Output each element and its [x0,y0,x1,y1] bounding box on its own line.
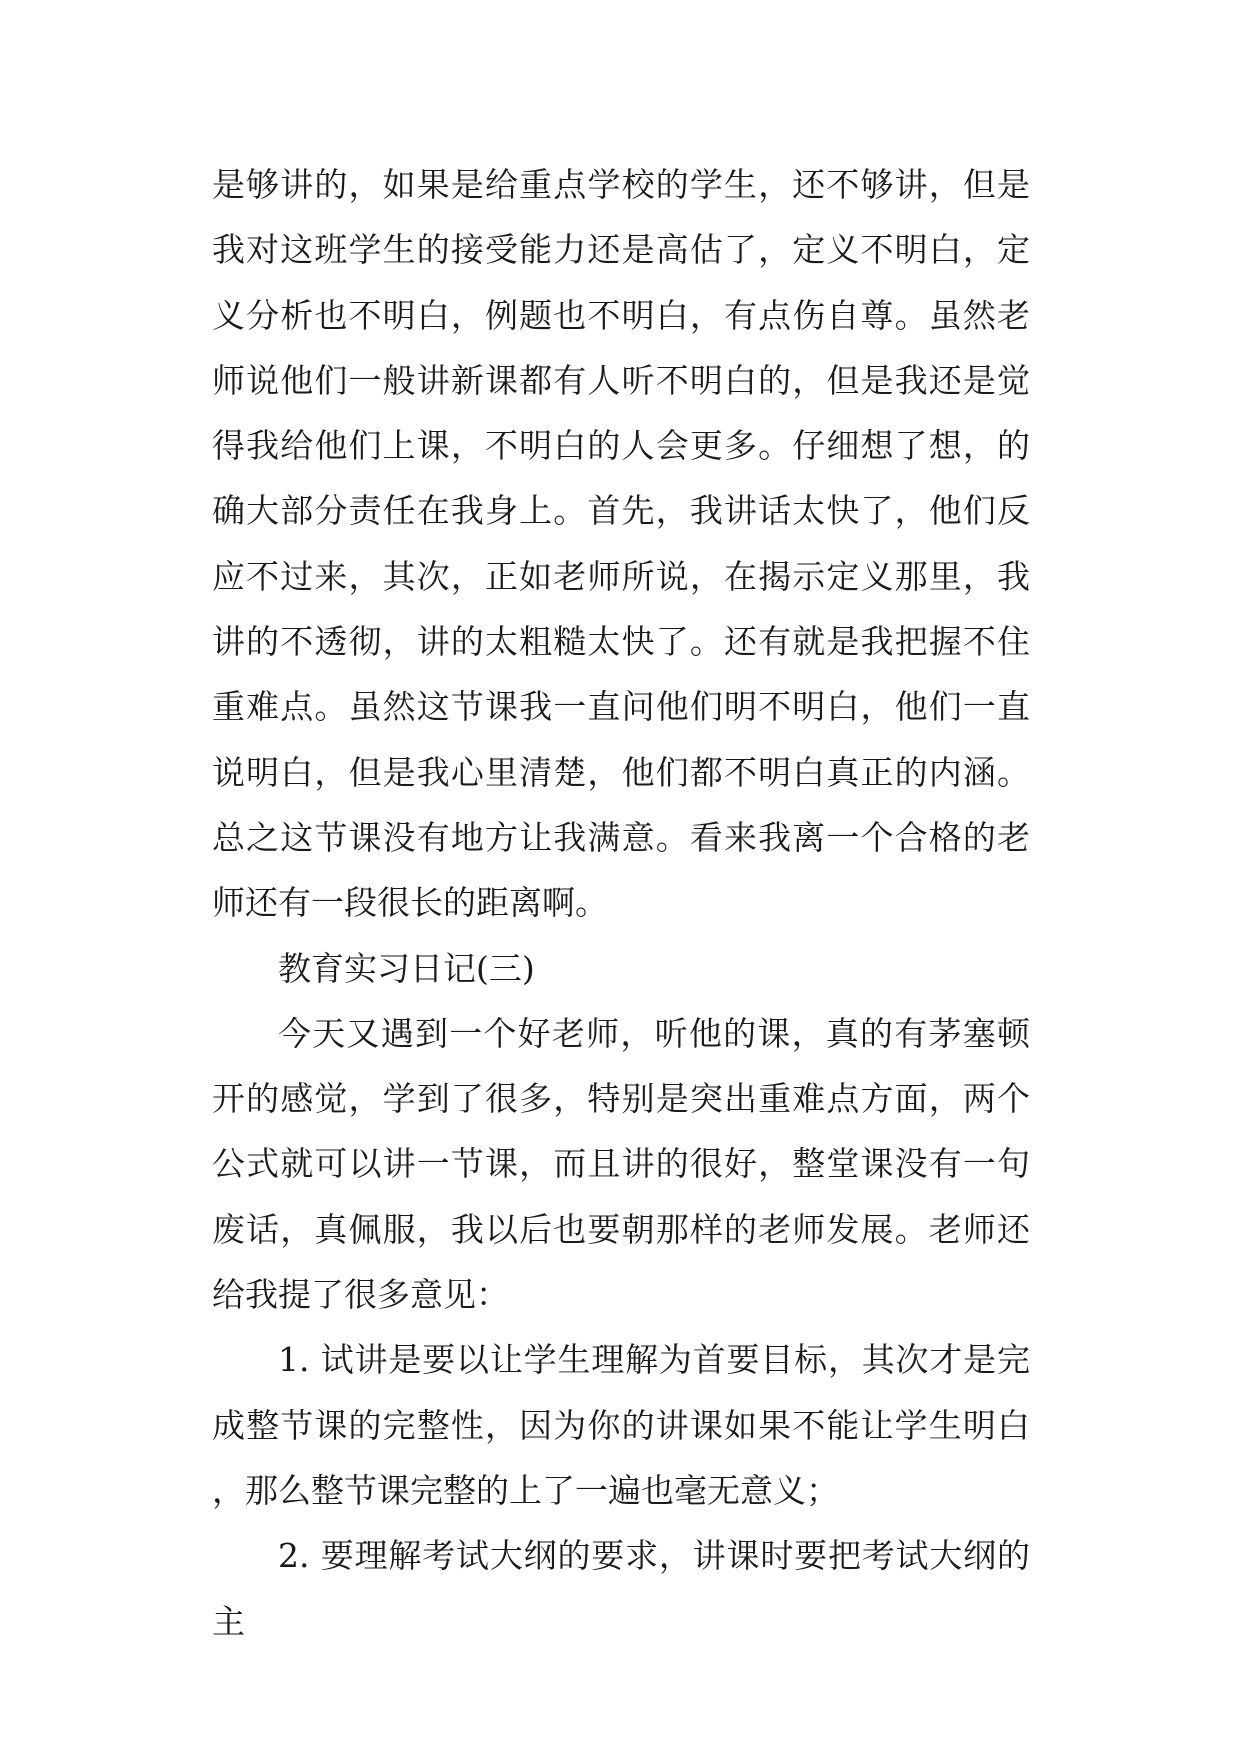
paragraph-diary-entry: 今天又遇到一个好老师，听他的课，真的有茅塞顿开的感觉，学到了很多，特别是突出重难点方面，两个公式就可以讲一节课，而且讲的很好，整堂课没有一句废话，真佩服，我以后也要朝那样的老师发展。老师还给我提了很多意见： [212,1013,1030,1315]
list-item-advice-2: 2. 要理解考试大纲的要求，讲课时要把考试大纲的主 [212,1536,1030,1641]
paragraph-continuation: 是够讲的，如果是给重点学校的学生，还不够讲，但是我对这班学生的接受能力还是高估了，定义不明白，定义分析也不明白，例题也不明白，有点伤自尊。虽然老师说他们一般讲新课都有人听不明白的，但是我还是觉得我给他们上课，不明白的人会更多。仔细想了想，的确大部分责任在我身上。首先，我讲话太快了，他们反应不过来，其次，正如老师所说，在揭示定义那里，我讲的不透彻，讲的太粗糙太快了。还有就是我把握不住重难点。虽然这节课我一直问他们明不明白，他们一直说明白，但是我心里清楚，他们都不明白真正的内涵。总之这节课没有地方让我满意。看来我离一个合格的老师还有一段很长的距离啊。 [212,165,1030,923]
document-body [212,152,1030,1654]
list-item-advice-1: 1. 试讲是要以让学生理解为首要目标，其次才是完成整节课的完整性，因为你的讲课如果不能让学生明白，那么整节课完整的上了一遍也毫无意义； [212,1340,1030,1510]
section-heading: 教育实习日记(三) [278,948,535,988]
